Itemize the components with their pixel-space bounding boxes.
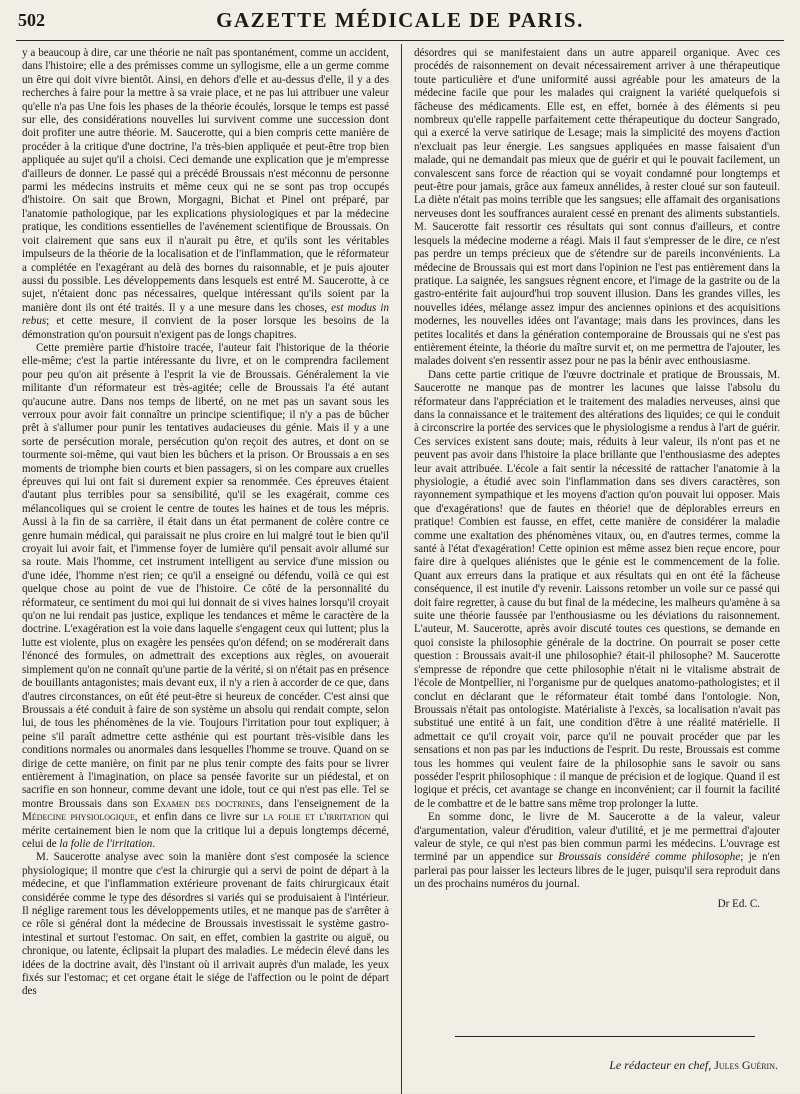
column-divider xyxy=(401,44,402,1094)
closing-rule xyxy=(455,1036,755,1037)
text-run: ; je n'en parlerai pas pour laisser les lecteurs libres de le juger, puisqu'il sera reproduit dans un des prochains numéros du journal. xyxy=(414,851,780,891)
left-column xyxy=(22,47,389,1087)
right-paragraph-1: désordres qui se manifestaient dans un autre appareil organique. Avec ces procédés de raisonnement on devait nécessairement arriver à une thérapeutique toute particulière et d'une uniformité aussi agréable pour les amateurs de la médecine facile que pour les malades qui craignent la variété quelquefois si fâcheuse des médicaments. Elle est, en effet, bornée à des éléments si peu nombreux qu'elle rappelle parfaitement cette thérapeutique du docteur Sangrado, qui a exercé la verve satirique de Lesage; mais la simplicité des moyens d'action n'excluait pas leur énergie. Les sangsues appliquées en masse faisaient d'un malade, qui ne demandait pas mieux que de guérir et qui le pouvait facilement, un convalescent sans force de réaction qui se voyait condamné pour longtemps et peut-être pour jamais, grâce aux fameux annélides, à rester cloué sur son fauteuil. La diète n'était pas moins terrible que les sangsues; elle affamait des organisations nerveuses dont les souffrances auraient cessé en prenant des aliments substantiels. M. Saucerotte fait ressortir ces résultats qui sont connus d'ailleurs, et contre lesquels la médecine moderne a réagi. Mais il faut s'empresser de le dire, ce n'est pas perdre un temps précieux que de s'étendre sur de pareils inconvénients. La médecine de Broussais qui est mort dans l'opinion ne l'est pas entièrement dans la pratique. La saignée, les sangsues règnent encore, et l'image de la gastrite ou de la gastro-entérite fait aujourd'hui trop souvent illusion. Dans les grandes villes, les nouvelles idées, mélange assez impur des anciennes opinions et des acquisitions modernes, les nouvelles idées ont l'avantage; mais dans les provinces, dans les petites localités et dans la génération contemporaine de Broussais qui ne s'est pas entièrement éteinte, la théorie du maître survit et, on me permettra de l'ajouter, les malades doivent s'en ressentir assez pour ne pas la bénir avec enthousiasme. xyxy=(414,47,780,368)
text-run: En somme donc, le livre de M. Saucerotte a de la valeur, valeur d'argumentation, valeur d'érudition, valeur d'utilité, et je me permettrai d'ajouter valeur de style, ce qui n'est pas bien commun parmi les médecins. L'ouvrage est terminé par un appendice sur xyxy=(414,811,780,864)
right-paragraph-2: Dans cette partie critique de l'œuvre doctrinale et pratique de Broussais, M. Saucerotte ne manque pas de montrer les lacunes que laisse l'absolu du réformateur dans l'appréciation et le traitement des maladies nerveuses, ainsi que dans la connaissance et le traitement des altérations des liquides; ce qui le conduit à circonscrire la portée des services que le physiologisme a rendus à l'art de guérir. Ces services existent sans doute; mais, réduits à leur valeur, ils n'ont pas et ne peuvent pas avoir dans l'histoire la place brillante que l'enthousiasme des adeptes leur avait attribuée. L'école a fait sentir la nécessité de rattacher l'anatomie à la physiologie, a étudié avec soin l'inflammation dans ses divers caractères, son rayonnement sympathique et les moyens d'action qu'on pouvait lui opposer. Mais que d'exagérations! que de fautes en théorie! que de déplorables erreurs en pratique! Combien est fausse, en effet, cette manière de considérer la maladie comme une exaltation des phénomènes vitaux, ou, en d'autres termes, comme la santé à l'état d'exagération! Cette opinion est même assez bien reçue encore, pour faire dire à quelques aliénistes que le génie est le commencement de la folie. Quant aux erreurs dans la pratique et aux résultats qui en ont été la fâcheuse conséquence, il est inutile d'y revenir. Laissons retomber un voile sur ce passé qui doit faire regretter, à cause du but final de la médecine, les malheurs qu'amène à sa suite une théorie faussée par l'enthousiasme ou les déviations du raisonnement. L'auteur, M. Saucerotte, après avoir discuté toutes ces questions, se demande en quoi consiste la philosophie générale de la doctrine. On pourrait se poser cette question : Broussais avait-il une philosophie? était-il philosophe? M. Saucerotte s'empresse de répondre que cette philosophie n'était ni le vitalisme abstrait de l'école de Montpellier, ni l'organisme pur de quelques anatomo-pathologistes; et il conclut en déclarant que le réformateur était tombé dans l'ontologie. Non, Broussais n'était pas ontologiste. Matérialiste à l'excès, sa localisation n'avait pas substitué une entité à un fait, une condition d'être à une réalité matérielle. Il admettait ce qu'il croyait voir, parce qu'il ne pouvait procéder que par les sensations et non pas par les inductions de l'esprit. Du reste, Broussais est comme tous les hommes qui veulent faire de la philosophie sans le savoir ou sans posséder l'esprit philosophique : il manque de précision et de logique. Quand il est logique et précis, cet avantage se change en inconvénient; car il fournit la facilité de le combattre et de le battre sans même trop prolonger la lutte. xyxy=(414,368,780,810)
text-run: y a beaucoup à dire, car une théorie ne naît pas spontanément, comme un accident, dans l'histoire; elle a des prémisses comme un syllogisme, elle a un germe comme un être qui doit vivre bientôt. Ainsi, en dehors d'elle et au-dessus d'elle, il y a des recherches à faire pour la mettre à sa vraie place, et ne pas lui attribuer une valeur qu'elle n'a pas Une fois les phases de la théorie écoulés, lorsque le temps est passé sur elle, des considérations nouvelles lui survivent comme une succession dont doit profiter une autre théorie. M. Saucerotte, qui a bien compris cette manière de procéder à la critique d'une doctrine, l'a très-bien appliquée et peut-être trop bien appliquée au sujet qu'il a choisi. Ceci demande une explication que je m'empresse d'ailleurs de donner. Le passé qui a précédé Broussais n'est méconnu de personne parmi les médecins instruits et même ceux qui ne se sont pas trop occupés d'histoire. On sait que Brown, Morgagni, Bichat et Pinel ont préparé, par l'anatomie pathologique, par les explications physiologiques et par la médecine pratique, les conditions essentielles de l'avénement scientifique de Broussais. On voit clairement que sans eux il n'aurait pu être, et qu'ils sont les véritables impulseurs de la théorie de la localisation et de l'inflammation, que le réformateur a complétée en l'exagérant au delà des bornes du raisonnable, et je puis ajouter aussi du possible. Les développements dans lesquels est entré M. Saucerotte, à ce sujet, n'étaient donc pas nécessaires, quelque intéressant qu'ils soient par la manière dont ils ont été traités. Il y a une mesure dans les choses, xyxy=(22,47,389,314)
text-run: , dans l'enseignement de la xyxy=(260,797,389,810)
smallcaps-text: Médecine physiologique xyxy=(22,811,135,824)
right-paragraph-3 xyxy=(414,811,780,891)
smallcaps-text: Examen des doctrines xyxy=(153,797,261,810)
editor-label: Le rédacteur en chef, xyxy=(609,1058,712,1072)
right-column xyxy=(414,47,780,1037)
italic-text: est modus in rebus xyxy=(22,301,389,328)
author-signature: Dr Ed. C. xyxy=(717,897,760,910)
left-paragraph-3: M. Saucerotte analyse avec soin la manière dont s'est composée la science physiologique; il montre que c'est la chirurgie qui a servi de point de départ à la médecine, et que l'inflammation extérieure provenant de faits chirurgicaux était considérée comme le type des désordres si variés qui se produisaient à l'intérieur. Il néglige rarement tous les développements utiles, et ne manque pas de s'arrêter à ce rôle si général dont la médecine de Broussais investissait le système gastro-intestinal et surtout l'estomac. On sait, en effet, combien la gastrite ou aiguë, ou chronique, ou latente, éclipsait la plupart des maladies. Le médecin élevé dans les idées de la doctrine avait, dès l'instant où il arrivait auprès d'un malade, les yeux fixés sur l'estomac; et cet organe était le siége de l'affection ou le point de départ des xyxy=(22,851,389,998)
italic-text: Broussais considéré comme philosophe xyxy=(558,851,741,864)
page-header xyxy=(16,6,784,40)
page-number: 502 xyxy=(18,10,45,30)
left-paragraph-1 xyxy=(22,47,389,342)
text-run: . xyxy=(152,837,156,850)
text-run: , et enfin dans ce livre sur xyxy=(134,811,263,824)
header-rule xyxy=(16,40,784,41)
left-paragraph-2 xyxy=(22,342,389,851)
editor-name: Jules Guérin. xyxy=(714,1058,778,1072)
italic-text: la folie de l'irritation xyxy=(59,837,153,850)
text-run: qui mérite certainement bien le nom que la critique lui a depuis longtemps décerné, celui de xyxy=(22,811,389,850)
text-run: Cette première partie d'histoire tracée, l'auteur fait l'historique de la théorie elle-même; c'est la partie intéressante du livre, et on le comprendra facilement pour peu qu'on ait présente à l'esprit la vie de Broussais. Généralement la vie militante d'un réformateur est très-agitée; celle de Broussais l'a été autant qu'aucune autre. Dans nos temps de liberté, on ne met pas un savant sous les verroux pour avoir fait connaître un principe scientifique; il n'y a pas de bûcher prêt à s'allumer pour punir les tentatives audacieuses du génie. Mais il y a une sorte de persécution morale, persécution qu'on reçoit des autres, et dont on se tourmente soi-même, qui vaut bien les bûchers et la prison. Or Broussais a en ses moments de triomphe bien courts et bien passagers, si on les compare aux cruelles épreuves qui lui ont fait si durement expier sa renommée. Ces épreuves étaient d'autant plus terribles pour sa sensibilité, qu'il se les exagérait, comme ces mélancoliques qui se croient le centre de toutes les haines et de tous les mépris. Aussi à la fin de sa carrière, il était dans un état permanent de colère contre ce genre humain médical, qui paraissait ne plus croire en lui malgré tout le bien qu'il croyait lui avoir fait, et l'immense foyer de lumière qu'il pensait avoir allumé sur sa route. Mais l'homme, cet instrument intelligent au service d'une mission ou d'une idée, l'homme n'est rien; ce qu'il a enseigné ou défendu, voilà ce qui est quelque chose au point de vue de l'histoire. Ce côté de la personnalité du réformateur, ce sentiment du moi qui lui donnait de si vives haines lorsqu'il croyait qu'on ne lui rendait pas justice, explique les tendances et même le caractère de la doctrine. L'exagération est la voie dans laquelle s'engagent ceux qui luttent; plus la lutte est violente, plus on exagère les pensées qu'on défend; on se modérerait dans l'énoncé des formules, on admettrait des exceptions aux règles, on avouerait simplement qu'on ne connaît qu'une partie de la vérité, si on n'était pas en présence de bouillants antagonistes; mais devant eux, il n'y a rien à accorder de ce que, dans d'autres circonstances, on eût été peut-être si heureux de concéder. C'est ainsi que Broussais a été conduit à faire de son système un absolu qui rendait compte, selon lui, de tous les phénomènes de la vie. Toujours l'irritation pour tout expliquer; à peine s'il paraît admettre cette asthénie qui est pourtant très-visible dans les conditions normales ou anormales dans lesquelles l'homme se trouve. Quand on se dirige de cette manière, on finit par ne plus tenir compte des faits pour se livrer entièrement à l'imagination, on place sa pensée favorite sur un piédestal, et on sacrifie en son honneur, comme devant une idole, tout ce qui n'est pas elle. Tel se montre Broussais dans son xyxy=(22,341,389,810)
text-run: ; et cette mesure, il convient de la poser lorsque les besoins de la démonstration qu'on poursuit n'exigent pas de longs chapitres. xyxy=(22,315,389,341)
journal-title: GAZETTE MÉDICALE DE PARIS. xyxy=(216,8,584,32)
editor-credit xyxy=(480,1058,778,1073)
smallcaps-text: la folie et l'irritation xyxy=(263,811,371,824)
